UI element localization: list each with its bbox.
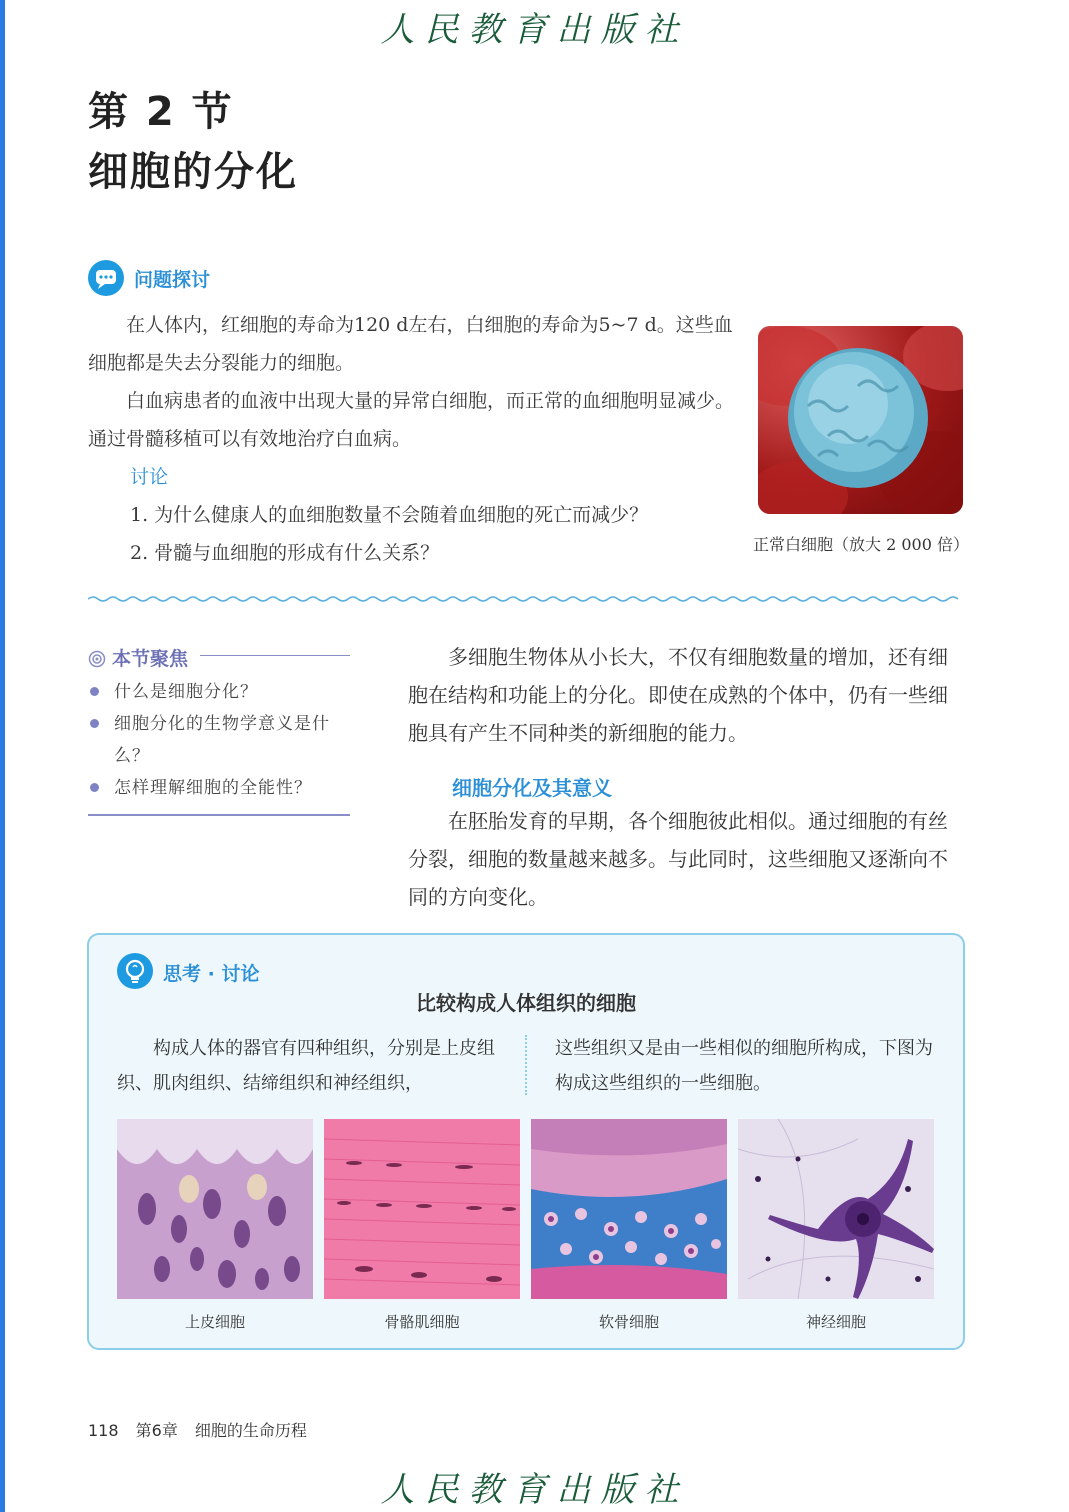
think-heading: 思考 · 讨论 — [163, 963, 260, 985]
intro-paragraph: 多细胞生物体从小长大，不仅有细胞数量的增加，还有细胞在结构和功能上的分化。即使在成熟的个体中，仍有一些细胞具有产生不同种类的新细胞的能力。 — [408, 645, 948, 745]
image-caption: 骨骼肌细胞 — [384, 1313, 460, 1331]
focus-item: 什么是细胞分化？ — [88, 676, 350, 708]
chapter-title: 细胞的生命历程 — [194, 1421, 307, 1440]
focus-bottom-rule — [88, 814, 350, 816]
focus-item: 细胞分化的生物学意义是什么？ — [88, 708, 350, 772]
problem-para-1: 在人体内，红细胞的寿命为120 d左右，白细胞的寿命为5~7 d。这些血细胞都是失去分裂能力的细胞。 — [88, 314, 733, 374]
publisher-watermark-top: 人民教育出版社 — [380, 10, 689, 50]
focus-heading-rule — [200, 655, 350, 656]
epithelial-cell-image — [117, 1119, 313, 1299]
section-title: 细胞的分化 — [88, 149, 298, 195]
discuss-question-1: 1. 为什么健康人的血细胞数量不会随着血细胞的死亡而减少？ — [130, 504, 649, 526]
think-box-title: 比较构成人体组织的细胞 — [416, 991, 636, 1015]
problem-para-2: 白血病患者的血液中出现大量的异常白细胞，而正常的血细胞明显减少。通过骨髓移植可以有效地治疗白血病。 — [88, 390, 735, 450]
chat-bubble-icon — [88, 260, 124, 296]
differentiation-paragraph: 在胚胎发育的早期，各个细胞彼此相似。通过细胞的有丝分裂，细胞的数量越来越多。与此同时，这些细胞又逐渐向不同的方向变化。 — [408, 809, 948, 909]
page-number: 118 — [88, 1421, 119, 1440]
subheading: 细胞分化及其意义 — [452, 776, 612, 800]
page-edge-bar — [0, 0, 5, 1512]
chapter-number: 第6章 — [135, 1421, 178, 1440]
publisher-watermark-bottom: 人民教育出版社 — [380, 1470, 689, 1510]
discuss-question-2: 2. 骨髓与血细胞的形成有什么关系？ — [130, 542, 440, 564]
image-caption: 软骨细胞 — [598, 1313, 659, 1331]
skeletal-muscle-cell-image — [324, 1119, 520, 1299]
wbc-caption: 正常白细胞（放大 2 000 倍） — [753, 535, 969, 554]
image-caption: 神经细胞 — [805, 1313, 866, 1331]
discuss-label: 讨论 — [130, 466, 169, 488]
think-discuss-box — [87, 933, 965, 1350]
section-number: 第 2 节 — [88, 89, 234, 135]
focus-item: 怎样理解细胞的全能性？ — [88, 772, 350, 804]
image-caption: 上皮细胞 — [184, 1313, 245, 1331]
page-footer — [88, 1418, 319, 1441]
focus-heading-label: 本节聚焦 — [112, 648, 189, 670]
focus-heading — [88, 644, 350, 671]
cartilage-cell-image — [531, 1119, 727, 1299]
white-blood-cell-image — [758, 326, 963, 514]
think-right-text: 这些组织又是由一些相似的细胞所构成，下图为构成这些组织的一些细胞。 — [555, 1038, 933, 1094]
target-icon — [88, 650, 106, 668]
nerve-cell-image — [738, 1119, 934, 1299]
section-divider-wave — [88, 594, 963, 604]
focus-list — [88, 676, 350, 804]
problem-text — [88, 306, 738, 572]
think-left-text: 构成人体的器官有四种组织，分别是上皮组织、肌肉组织、结缔组织和神经组织， — [117, 1038, 495, 1094]
problem-heading: 问题探讨 — [134, 269, 211, 291]
lightbulb-head-icon — [117, 953, 153, 989]
column-divider — [525, 1035, 527, 1095]
